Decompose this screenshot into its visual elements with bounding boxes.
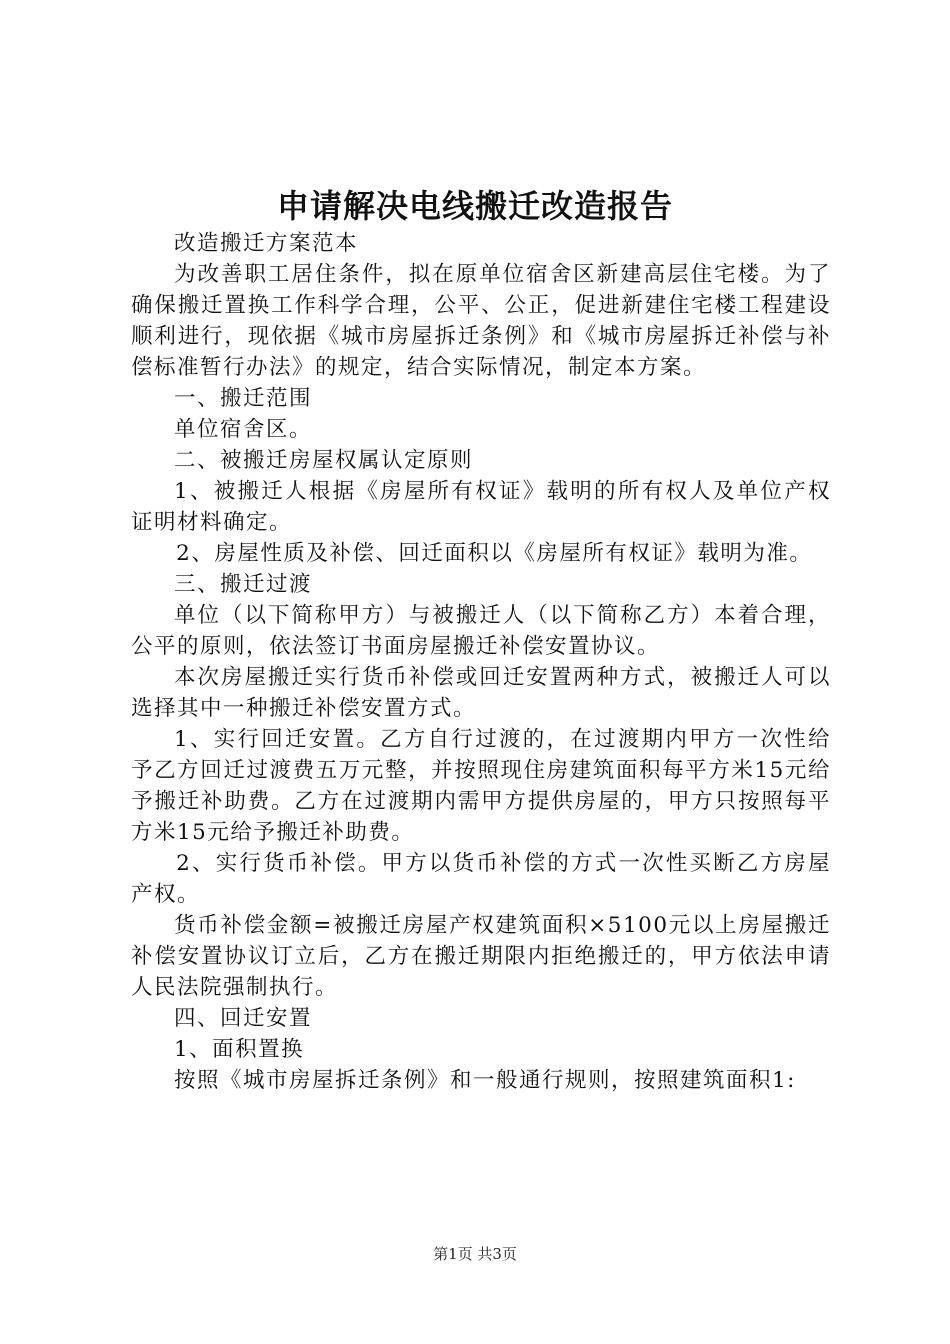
- paragraph-ownership-1: 1、被搬迁人根据《房屋所有权证》载明的所有权人及单位产权证明材料确定。: [131, 479, 831, 535]
- document-body: [131, 228, 831, 1096]
- paragraph-monetary-option: 2、实行货币补偿。甲方以货币补偿的方式一次性买断乙方房屋产权。: [131, 851, 831, 907]
- section-heading-scope: 一、搬迁范围: [174, 386, 313, 411]
- paragraph-area-rule: 按照《城市房屋拆迁条例》和一般通行规则，按照建筑面积1:: [174, 1068, 796, 1093]
- section-heading-resettlement: 四、回迁安置: [174, 1006, 313, 1031]
- page-footer: 第1页 共3页: [433, 1245, 517, 1263]
- paragraph-transition-2: 本次房屋搬迁实行货币补偿或回迁安置两种方式，被搬迁人可以选择其中一种搬迁补偿安置方式。: [131, 665, 831, 721]
- paragraph-subtitle: 改造搬迁方案范本: [174, 231, 359, 256]
- paragraph-monetary-amount: 货币补偿金额=被搬迁房屋产权建筑面积×5100元以上房屋搬迁补偿安置协议订立后，乙方在搬迁期限内拒绝搬迁的，甲方依法申请人民法院强制执行。: [131, 913, 831, 1000]
- paragraph-scope: 单位宿舍区。: [174, 417, 313, 442]
- paragraph-area-exchange: 1、面积置换: [174, 1037, 305, 1062]
- document-title: 申请解决电线搬迁改造报告: [276, 187, 673, 225]
- paragraph-transition-1: 单位（以下简称甲方）与被搬迁人（以下简称乙方）本着合理，公平的原则，依法签订书面房屋搬迁补偿安置协议。: [131, 603, 831, 659]
- paragraph-relocation-option: 1、实行回迁安置。乙方自行过渡的，在过渡期内甲方一次性给予乙方回迁过渡费五万元整，并按照现住房建筑面积每平方米15元给予搬迁补助费。乙方在过渡期内需甲方提供房屋的，甲方只按照每平方米15元给予搬迁补助费。: [131, 727, 831, 845]
- section-heading-ownership: 二、被搬迁房屋权属认定原则: [174, 448, 474, 473]
- paragraph-ownership-2: 2、房屋性质及补偿、回迁面积以《房屋所有权证》载明为准。: [176, 541, 813, 566]
- paragraph-intro: 为改善职工居住条件，拟在原单位宿舍区新建高层住宅楼。为了确保搬迁置换工作科学合理，公平、公正，促进新建住宅楼工程建设顺利进行，现依据《城市房屋拆迁条例》和《城市房屋拆迁补偿与补偿标准暂行办法》的规定，结合实际情况，制定本方案。: [131, 262, 831, 380]
- section-heading-transition: 三、搬迁过渡: [174, 572, 313, 597]
